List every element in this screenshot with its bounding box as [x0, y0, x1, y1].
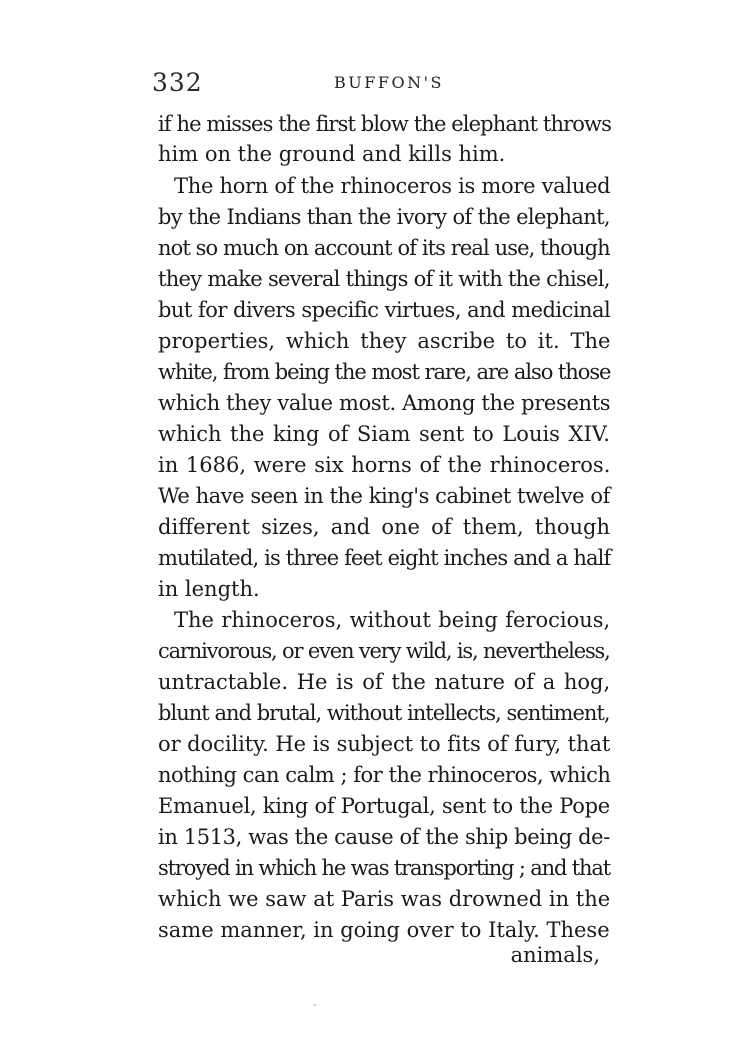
text-line: carnivorous, or even very wild, is, nevertheless,: [158, 639, 610, 663]
text-line: properties, which they ascribe to it. The: [158, 329, 611, 353]
text-line: which the king of Siam sent to Louis XIV.: [158, 422, 610, 446]
text-line: which we saw at Paris was drowned in the: [158, 887, 611, 911]
text-line: white, from being the most rare, are also those: [158, 360, 611, 384]
text-line: in 1513, was the cause of the ship being de-: [158, 825, 610, 849]
text-line: blunt and brutal, without intellects, sentiment,: [158, 701, 610, 725]
text-line: in 1686, were six horns of the rhinoceros.: [158, 453, 611, 477]
text-line: same manner, in going over to Italy. These: [158, 918, 610, 942]
text-line: Emanuel, king of Portugal, sent to the Pope: [158, 794, 610, 818]
text-line: which they value most. Among the presents: [158, 391, 611, 415]
text-line: stroyed in which he was transporting ; and that: [158, 856, 611, 880]
text-line: him on the ground and kills him.: [158, 142, 506, 166]
text-line: or docility. He is subject to fits of fury, that: [158, 732, 611, 756]
text-line: they make several things of it with the chisel,: [158, 267, 610, 291]
text-line: if he misses the first blow the elephant throws: [158, 112, 611, 136]
text-line: The horn of the rhinoceros is more valued: [174, 174, 611, 198]
page-number: 332: [152, 68, 203, 97]
catchword: animals,: [510, 943, 600, 967]
text-line: We have seen in the king's cabinet twelve of: [158, 484, 610, 508]
text-line: not so much on account of its real use, though: [158, 236, 610, 260]
text-line: but for divers specific virtues, and medicinal: [158, 298, 611, 322]
text-line: by the Indians than the ivory of the elephant,: [158, 205, 610, 229]
text-line: mutilated, is three feet eight inches and a half: [158, 546, 611, 570]
text-line: nothing can calm ; for the rhinoceros, which: [158, 763, 611, 787]
running-title: BUFFON'S: [334, 73, 444, 92]
text-line: The rhinoceros, without being ferocious,: [174, 608, 611, 632]
text-line: untractable. He is of the nature of a hog,: [158, 670, 611, 694]
text-line: different sizes, and one of them, though: [158, 515, 611, 539]
text-line: in length.: [158, 577, 260, 601]
paper-speck: [314, 1004, 316, 1006]
